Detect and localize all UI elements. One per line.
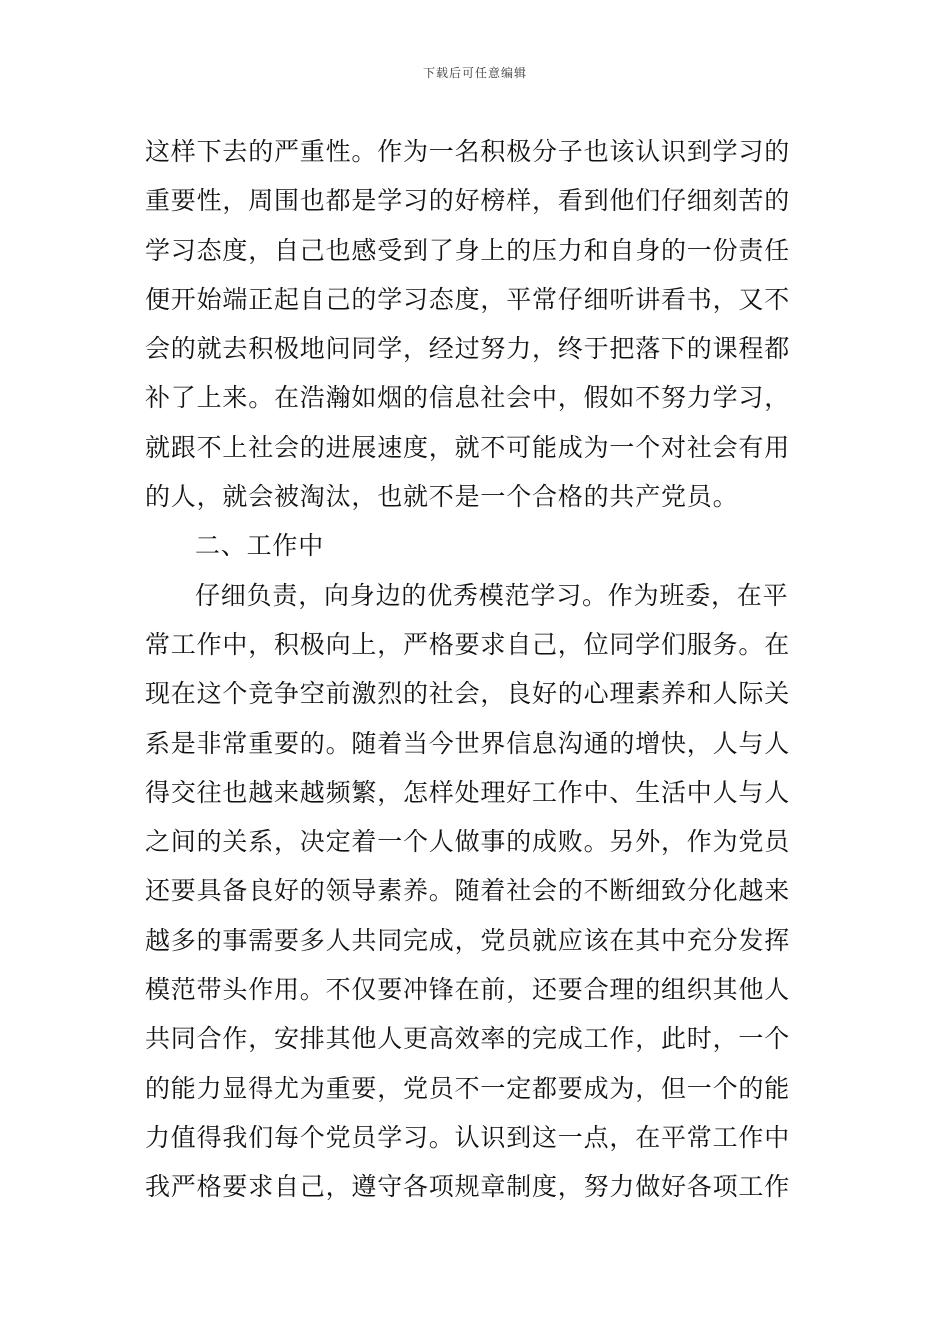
text-line: 学习态度，自己也感受到了身上的压力和自身的一份责任: [145, 235, 791, 265]
text-line: 便开始端正起自己的学习态度，平常仔细听讲看书，又不: [145, 284, 791, 314]
text-line: 还要具备良好的领导素养。随着社会的不断细致分化越来: [145, 876, 791, 906]
text-line: 之间的关系，决定着一个人做事的成败。另外，作为党员: [145, 827, 791, 857]
text-line: 我严格要求自己，遵守各项规章制度，努力做好各项工作: [145, 1172, 791, 1202]
text-line: 的人，就会被淘汰，也就不是一个合格的共产党员。: [145, 482, 739, 512]
text-line: 这样下去的严重性。作为一名积极分子也该认识到学习的: [145, 137, 791, 166]
document-body: [145, 127, 811, 1212]
text-line: 补了上来。在浩瀚如烟的信息社会中，假如不努力学习，: [145, 383, 791, 413]
text-line: 模范带头作用。不仅要冲锋在前，还要合理的组织其他人: [145, 975, 791, 1005]
text-line: 的能力显得尤为重要，党员不一定都要成为，但一个的能: [145, 1073, 791, 1103]
section-heading: 二、工作中: [195, 531, 325, 561]
text-line: 重要性，周围也都是学习的好榜样，看到他们仔细刻苦的: [145, 186, 791, 216]
text-line: 系是非常重要的。随着当今世界信息沟通的增快，人与人: [145, 728, 791, 758]
text-line: 常工作中，积极向上，严格要求自己，位同学们服务。在: [145, 629, 791, 659]
text-line: 现在这个竞争空前激烈的社会，良好的心理素养和人际关: [145, 679, 791, 709]
text-line: 共同合作，安排其他人更高效率的完成工作，此时，一个: [145, 1024, 791, 1054]
text-line: 越多的事需要多人共同完成，党员就应该在其中充分发挥: [145, 925, 791, 955]
text-line: 就跟不上社会的进展速度，就不可能成为一个对社会有用: [145, 432, 791, 462]
text-line: 得交往也越来越频繁，怎样处理好工作中、生活中人与人: [145, 777, 791, 807]
text-line: 会的就去积极地问同学，经过努力，终于把落下的课程都: [145, 334, 791, 364]
text-line: 力值得我们每个党员学习。认识到这一点，在平常工作中: [145, 1122, 791, 1152]
page-header: 下载后可任意编辑: [422, 66, 527, 80]
text-line: 仔细负责，向身边的优秀模范学习。作为班委，在平: [195, 580, 789, 610]
